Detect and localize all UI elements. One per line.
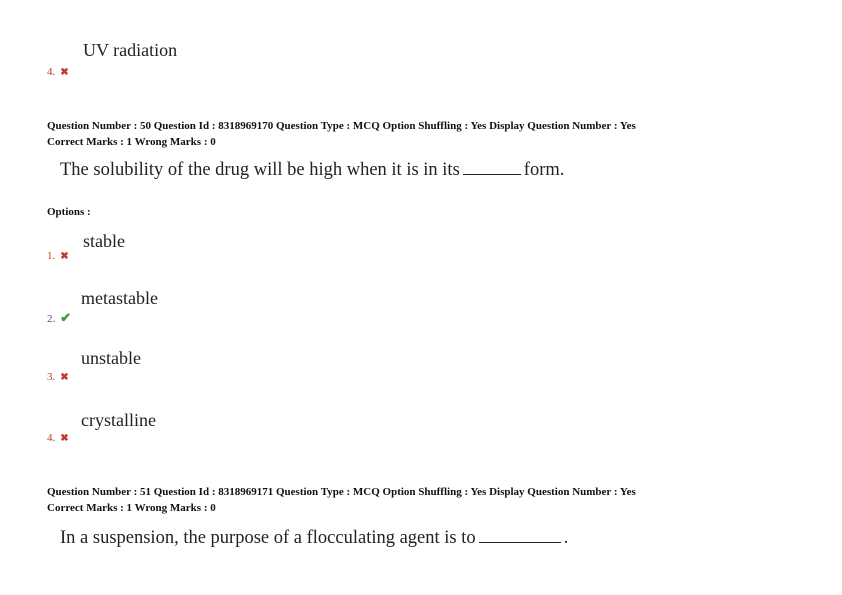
q50-option-2-text: metastable	[81, 288, 158, 308]
q50-option-3-text: unstable	[81, 348, 141, 368]
q50-meta-line1: Question Number : 50 Question Id : 8318969170 Question Type : MCQ Option Shuffling : Yes Display Question Number : Yes	[47, 120, 636, 132]
cross-icon: ✖	[60, 67, 69, 78]
q50-option-4-number	[47, 432, 69, 444]
check-icon: ✔	[60, 310, 72, 325]
q50-text-before: The solubility of the drug will be high when it is in its	[60, 160, 460, 180]
q50-options-label: Options :	[47, 206, 91, 218]
q50-question-text	[60, 160, 564, 181]
q50-option-1-text: stable	[83, 231, 125, 251]
q50-option-4-text: crystalline	[81, 410, 156, 430]
q51-meta-line1: Question Number : 51 Question Id : 8318969171 Question Type : MCQ Option Shuffling : Yes Display Question Number : Yes	[47, 486, 636, 498]
cross-icon: ✖	[60, 372, 69, 383]
q50-meta	[47, 118, 636, 150]
q50-option-3-number	[47, 371, 69, 383]
q51-blank	[479, 528, 561, 543]
option-number: 2.	[47, 313, 56, 325]
q50-blank	[463, 160, 521, 175]
q50-meta-line2: Correct Marks : 1 Wrong Marks : 0	[47, 136, 216, 148]
q50-option-2-number	[47, 310, 71, 326]
q51-meta	[47, 484, 636, 516]
option-number: 4.	[47, 432, 56, 444]
q51-meta-line2: Correct Marks : 1 Wrong Marks : 0	[47, 502, 216, 514]
option-number: 1.	[47, 250, 56, 262]
q51-text-before: In a suspension, the purpose of a flocculating agent is to	[60, 528, 476, 548]
option-number: 3.	[47, 371, 56, 383]
cross-icon: ✖	[60, 251, 69, 262]
q50-option-1-number	[47, 250, 69, 262]
option-number: 4.	[47, 66, 56, 78]
q51-text-after: .	[563, 528, 569, 548]
cross-icon: ✖	[60, 433, 69, 444]
q51-question-text	[60, 528, 568, 549]
prev-option-4-number	[47, 66, 69, 78]
q50-text-after: form.	[523, 160, 565, 180]
prev-option-4-text: UV radiation	[83, 40, 178, 60]
